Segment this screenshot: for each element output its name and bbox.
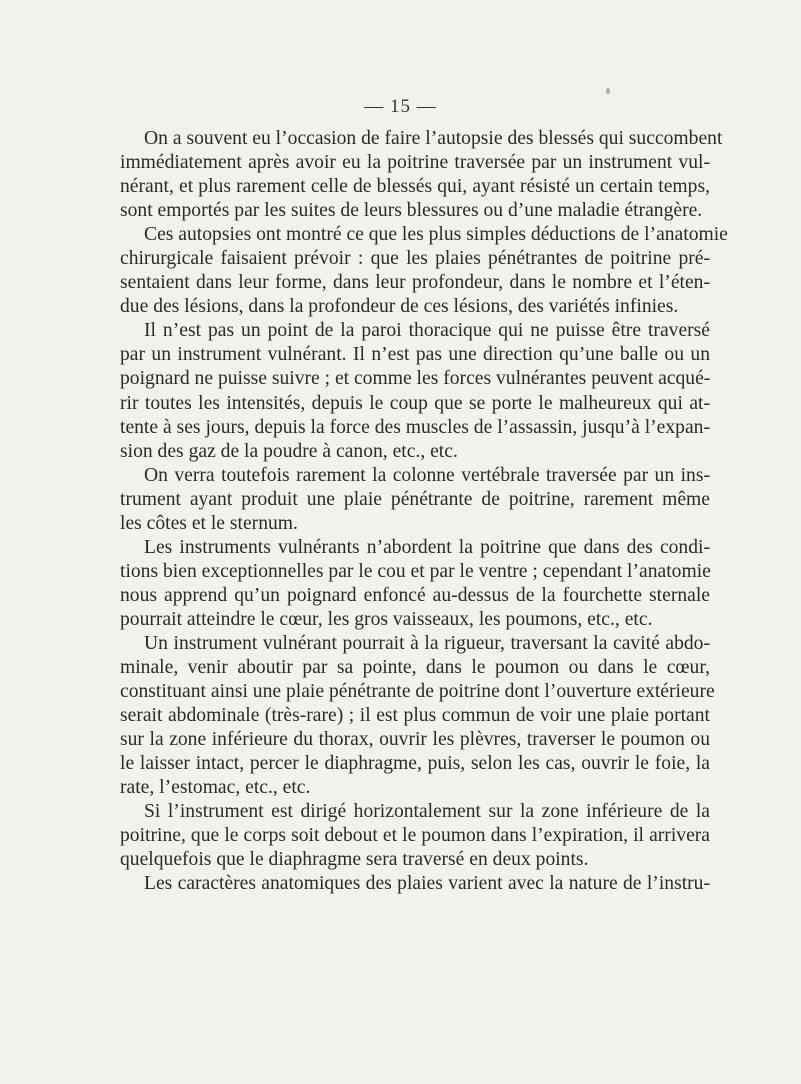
text-line: Ces autopsies ont montré ce que les plus simples déductions de l’anatomie [144,224,728,246]
text-line: serait abdominale (très-rare) ; il est plus commun de voir une plaie portant [120,705,710,727]
text-line: sur la zone inférieure du thorax, ouvrir les plèvres, traverser le poumon ou [120,729,710,751]
text-line: rate, l’estomac, etc., etc. [120,777,311,799]
text-line: nérant, et plus rarement celle de blessés qui, ayant résisté un certain temps, [120,176,710,198]
text-line: les côtes et le sternum. [120,512,298,534]
text-line: sion des gaz de la poudre à canon, etc., etc. [120,440,458,462]
ink-speck [606,88,610,94]
text-line: poitrine, que le corps soit debout et le poumon dans l’expiration, il arrivera [120,825,710,847]
text-line: poignard ne puisse suivre ; et comme les forces vulnérantes peuvent acqué- [120,368,711,390]
paragraph [120,536,710,632]
text-line: Il n’est pas un point de la paroi thoracique qui ne puisse être traversé [144,320,710,342]
text-line: minale, venir aboutir par sa pointe, dans le poumon ou dans le cœur, [120,657,710,679]
text-line: le laisser intact, percer le diaphragme, puis, selon les cas, ouvrir le foie, la [120,753,710,775]
paragraph [120,223,728,319]
paragraph [120,127,723,223]
text-line: tente à ses jours, depuis la force des muscles de l’assassin, jusqu’à l’expan- [120,416,710,438]
text-line: On verra toutefois rarement la colonne vertébrale traversée par un ins- [144,464,710,486]
text-line: par un instrument vulnérant. Il n’est pas une direction qu’une balle ou un [120,344,710,366]
text-line: immédiatement après avoir eu la poitrine traversée par un instrument vul- [120,152,710,174]
text-line: chirurgicale faisaient prévoir : que les plaies pénétrantes de poitrine pré- [120,248,710,270]
paragraph [120,872,710,896]
text-line: Les caractères anatomiques des plaies varient avec la nature de l’instru- [144,873,710,895]
text-line: Les instruments vulnérants n’abordent la poitrine que dans des condi- [144,536,710,558]
text-line: due des lésions, dans la profondeur de ces lésions, des variétés infinies. [120,296,679,318]
page-number: — 15 — [364,96,437,117]
paragraph [120,800,710,872]
paragraph [120,464,710,536]
paragraph [120,319,710,463]
text-line: pourrait atteindre le cœur, les gros vaisseaux, les poumons, etc., etc. [120,608,653,630]
text-line: sentaient dans leur forme, dans leur profondeur, dans le nombre et l’éten- [120,272,710,294]
text-line: nous apprend qu’un poignard enfoncé au-dessus de la fourchette sternale [120,584,710,606]
paragraph [120,632,715,800]
text-line: Si l’instrument est dirigé horizontalement sur la zone inférieure de la [144,801,710,823]
text-line: tions bien exceptionnelles par le cou et par le ventre ; cependant l’anatomie [120,560,711,582]
text-line: quelquefois que le diaphragme sera traversé en deux points. [120,849,589,871]
text-line: constituant ainsi une plaie pénétrante de poitrine dont l’ouverture extérieure [120,681,715,703]
text-line: sont emportés par les suites de leurs blessures ou d’une maladie étrangère. [120,200,703,222]
text-line: rir toutes les intensités, depuis le coup que se porte le malheureux qui at- [120,392,710,414]
text-line: On a souvent eu l’occasion de faire l’autopsie des blessés qui succombent [144,128,723,149]
body-text [120,127,728,897]
text-line: trument ayant produit une plaie pénétrante de poitrine, rarement même [120,488,710,510]
text-line: Un instrument vulnérant pourrait à la rigueur, traversant la cavité abdo- [144,632,710,654]
